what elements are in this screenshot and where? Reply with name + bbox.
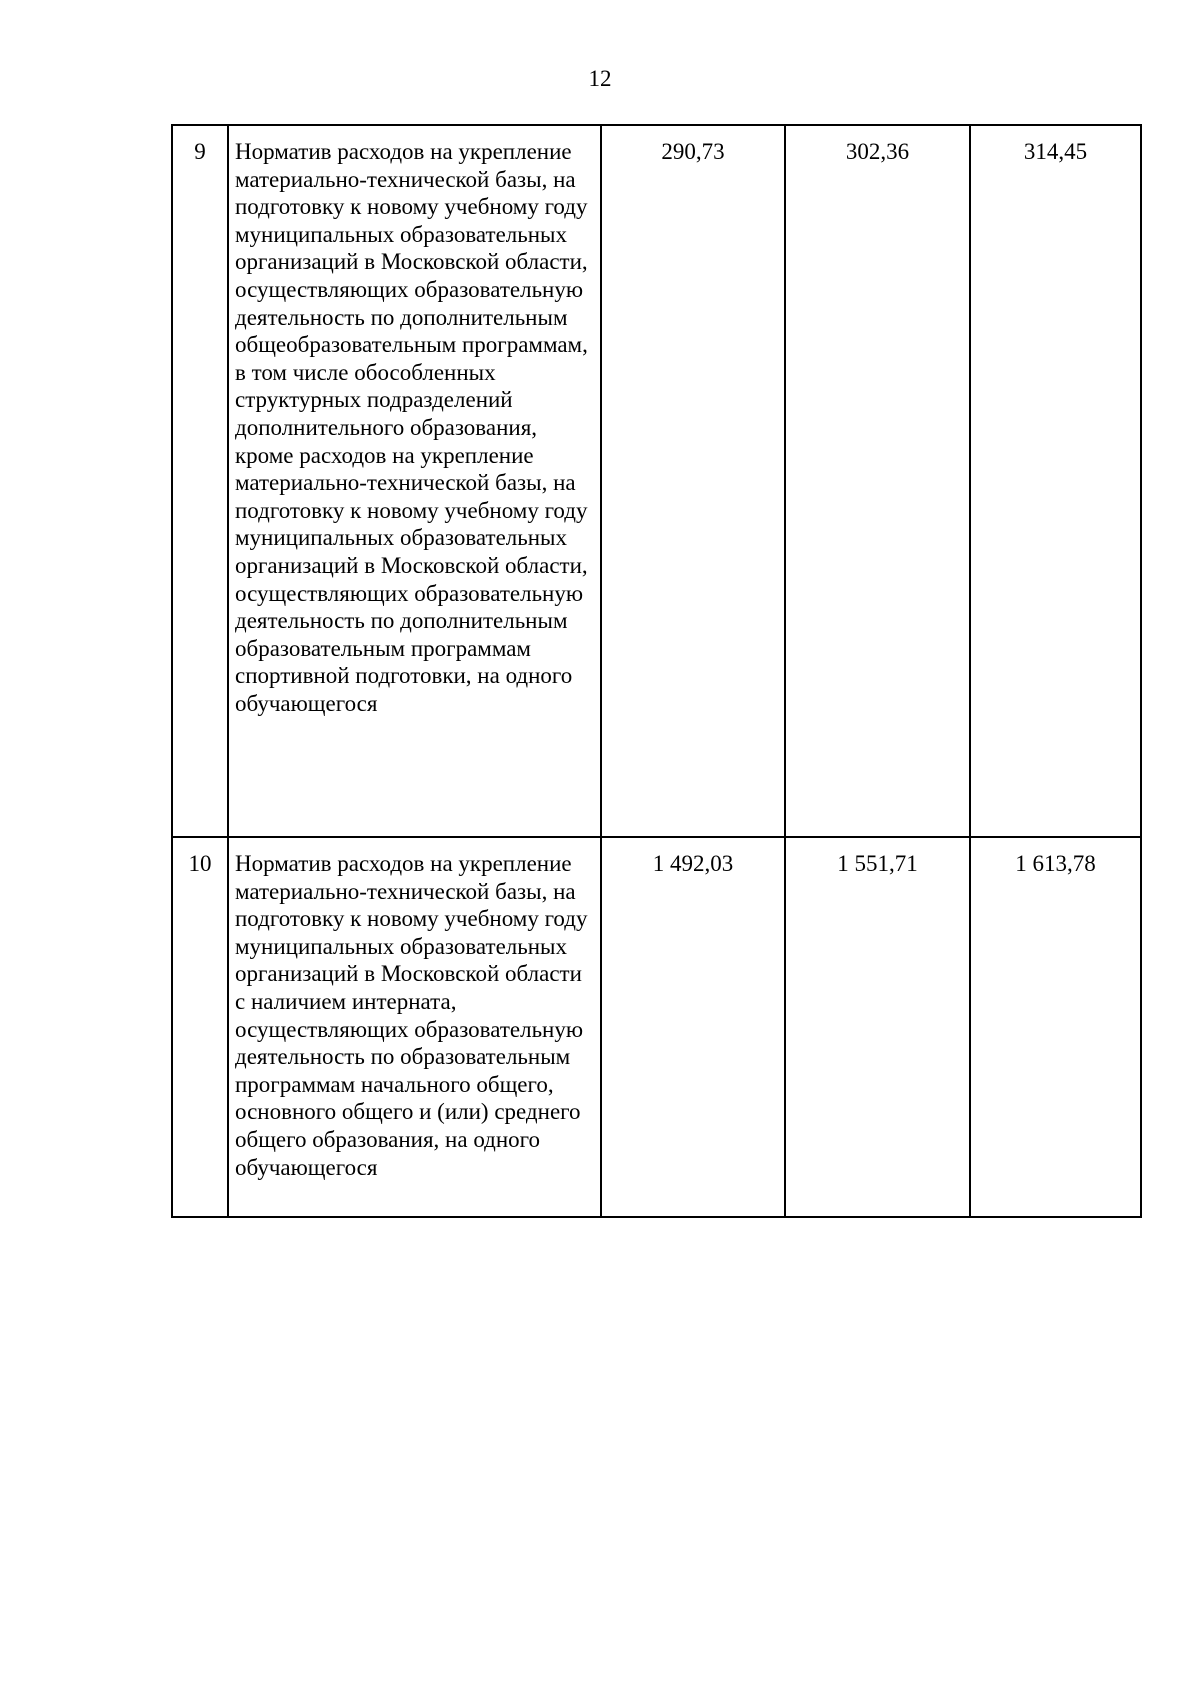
row-value-1: 1 492,03 bbox=[601, 837, 785, 1217]
table-row bbox=[172, 837, 1141, 1217]
row-value-3: 314,45 bbox=[970, 125, 1141, 837]
table-row bbox=[172, 125, 1141, 837]
row-value-2: 1 551,71 bbox=[785, 837, 970, 1217]
row-value-2: 302,36 bbox=[785, 125, 970, 837]
row-number: 10 bbox=[172, 837, 228, 1217]
row-number: 9 bbox=[172, 125, 228, 837]
row-value-1: 290,73 bbox=[601, 125, 785, 837]
row-description: Норматив расходов на укрепление материально-технической базы, на подготовку к новому учебному году муниципальных образовательных организаций в Московской области с наличием интерната, осуществляющих образовательную деятельность по образовательным программам начального общего, основного общего и (или) среднего общего образования, на одного обучающегося bbox=[228, 837, 601, 1217]
row-description: Норматив расходов на укрепление материально-технической базы, на подготовку к новому учебному году муниципальных образовательных организаций в Московской области, осуществляющих образовательную деятельность по дополнительным общеобразовательным программам, в том числе обособленных структурных подразделений дополнительного образования, кроме расходов на укрепление материально-технической базы, на подготовку к новому учебному году муниципальных образовательных организаций в Московской области, осуществляющих образовательную деятельность по дополнительным образовательным программам спортивной подготовки, на одного обучающегося bbox=[228, 125, 601, 837]
page-number: 12 bbox=[588, 66, 612, 91]
row-value-3: 1 613,78 bbox=[970, 837, 1141, 1217]
norms-table bbox=[171, 124, 1142, 1218]
